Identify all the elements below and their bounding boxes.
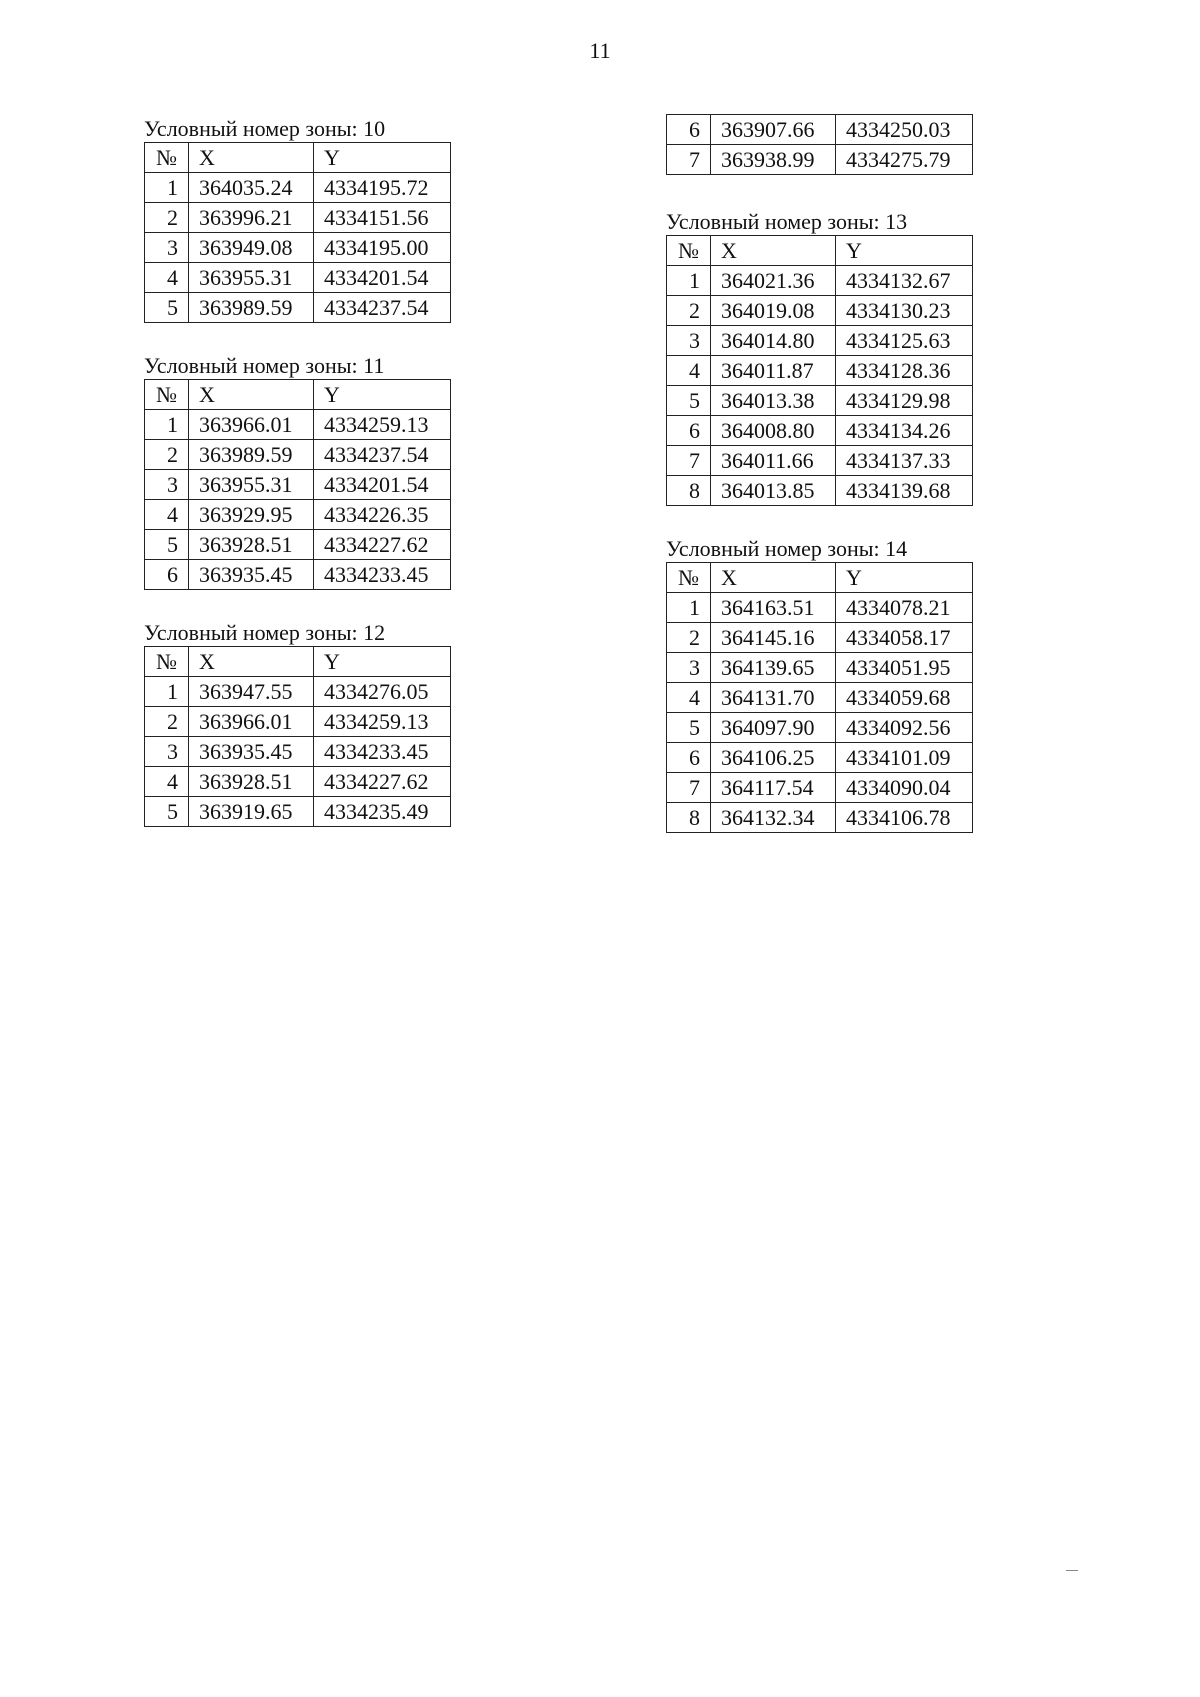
cell-x: 363928.51 (189, 767, 314, 797)
cell-x: 364117.54 (711, 773, 836, 803)
cell-y: 4334235.49 (314, 797, 451, 827)
cell-y: 4334233.45 (314, 737, 451, 767)
cell-x: 363935.45 (189, 737, 314, 767)
cell-y: 4334125.63 (836, 326, 973, 356)
cell-y: 4334259.13 (314, 707, 451, 737)
cell-x: 364131.70 (711, 683, 836, 713)
cell-number: 7 (667, 145, 711, 175)
coordinates-table (144, 379, 451, 590)
col-header-x: X (189, 143, 314, 173)
cell-number: 2 (145, 203, 189, 233)
table-row (145, 707, 451, 737)
cell-x: 363919.65 (189, 797, 314, 827)
cell-number: 3 (667, 653, 711, 683)
cell-x: 363989.59 (189, 293, 314, 323)
cell-y: 4334259.13 (314, 410, 451, 440)
cell-x: 364163.51 (711, 593, 836, 623)
table-row (145, 767, 451, 797)
table-row (667, 773, 973, 803)
table-header-row (145, 647, 451, 677)
cell-number: 1 (667, 266, 711, 296)
table-row (667, 446, 973, 476)
zone-caption: Условный номер зоны: 13 (666, 209, 908, 234)
col-header-x: X (189, 647, 314, 677)
table-row (667, 803, 973, 833)
col-header-y: Y (314, 380, 451, 410)
col-header-y: Y (314, 143, 451, 173)
table-row (145, 293, 451, 323)
cell-x: 364035.24 (189, 173, 314, 203)
cell-number: 4 (667, 683, 711, 713)
table-header-row (667, 563, 973, 593)
cell-y: 4334250.03 (836, 115, 973, 145)
cell-y: 4334059.68 (836, 683, 973, 713)
col-header-x: X (711, 563, 836, 593)
col-header-number: № (145, 143, 189, 173)
table-row (145, 500, 451, 530)
cell-y: 4334151.56 (314, 203, 451, 233)
cell-x: 364008.80 (711, 416, 836, 446)
table-header-row (667, 236, 973, 266)
cell-number: 5 (145, 293, 189, 323)
cell-y: 4334090.04 (836, 773, 973, 803)
cell-number: 1 (145, 173, 189, 203)
zone-10 (144, 116, 464, 323)
cell-y: 4334237.54 (314, 293, 451, 323)
table-row (667, 653, 973, 683)
cell-x: 364132.34 (711, 803, 836, 833)
table-row (667, 386, 973, 416)
col-header-y: Y (836, 236, 973, 266)
cell-x: 364145.16 (711, 623, 836, 653)
cell-number: 7 (667, 773, 711, 803)
cell-number: 2 (145, 440, 189, 470)
col-header-x: X (189, 380, 314, 410)
table-row (667, 593, 973, 623)
cell-x: 364011.66 (711, 446, 836, 476)
cell-y: 4334226.35 (314, 500, 451, 530)
coordinates-table (144, 142, 451, 323)
table-row (667, 296, 973, 326)
page-number: 11 (589, 38, 611, 63)
cell-x: 364106.25 (711, 743, 836, 773)
cell-y: 4334233.45 (314, 560, 451, 590)
cell-x: 364097.90 (711, 713, 836, 743)
zone-12-continued-table (666, 114, 973, 175)
cell-number: 4 (145, 767, 189, 797)
col-header-y: Y (836, 563, 973, 593)
table-row (667, 683, 973, 713)
cell-number: 6 (145, 560, 189, 590)
cell-y: 4334201.54 (314, 263, 451, 293)
table-row (145, 233, 451, 263)
table-row (145, 263, 451, 293)
cell-x: 363935.45 (189, 560, 314, 590)
table-row (667, 266, 973, 296)
table-row (145, 470, 451, 500)
cell-x: 363907.66 (711, 115, 836, 145)
cell-y: 4334078.21 (836, 593, 973, 623)
cell-number: 6 (667, 115, 711, 145)
zone-caption: Условный номер зоны: 12 (144, 620, 386, 645)
cell-number: 5 (145, 530, 189, 560)
cell-y: 4334276.05 (314, 677, 451, 707)
cell-x: 363929.95 (189, 500, 314, 530)
table-header-row (145, 380, 451, 410)
cell-y: 4334201.54 (314, 470, 451, 500)
table-row (145, 173, 451, 203)
cell-number: 3 (667, 326, 711, 356)
cell-y: 4334237.54 (314, 440, 451, 470)
table-row (145, 677, 451, 707)
table-row (667, 145, 973, 175)
cell-x: 363955.31 (189, 263, 314, 293)
col-header-y: Y (314, 647, 451, 677)
cell-x: 363966.01 (189, 707, 314, 737)
cell-x: 363947.55 (189, 677, 314, 707)
cell-number: 8 (667, 803, 711, 833)
cell-number: 6 (667, 416, 711, 446)
cell-y: 4334130.23 (836, 296, 973, 326)
cell-y: 4334129.98 (836, 386, 973, 416)
cell-y: 4334058.17 (836, 623, 973, 653)
table-row (667, 416, 973, 446)
cell-y: 4334128.36 (836, 356, 973, 386)
cell-x: 363949.08 (189, 233, 314, 263)
table-row (145, 797, 451, 827)
cell-number: 1 (145, 410, 189, 440)
cell-x: 364139.65 (711, 653, 836, 683)
cell-x: 363938.99 (711, 145, 836, 175)
table-row (667, 356, 973, 386)
cell-number: 3 (145, 470, 189, 500)
cell-x: 364011.87 (711, 356, 836, 386)
col-header-number: № (145, 647, 189, 677)
cell-x: 363928.51 (189, 530, 314, 560)
cell-number: 5 (667, 386, 711, 416)
cell-number: 2 (667, 623, 711, 653)
cell-number: 3 (145, 233, 189, 263)
zone-caption: Условный номер зоны: 14 (666, 536, 908, 561)
cell-number: 7 (667, 446, 711, 476)
cell-number: 3 (145, 737, 189, 767)
zone-12 (144, 620, 464, 827)
table-row (667, 623, 973, 653)
table-row (667, 476, 973, 506)
cell-number: 4 (145, 500, 189, 530)
cell-y: 4334101.09 (836, 743, 973, 773)
footer-dash-mark (1066, 1570, 1078, 1571)
cell-number: 1 (667, 593, 711, 623)
cell-y: 4334132.67 (836, 266, 973, 296)
right-column (666, 114, 986, 863)
cell-y: 4334106.78 (836, 803, 973, 833)
cell-y: 4334275.79 (836, 145, 973, 175)
cell-y: 4334227.62 (314, 767, 451, 797)
cell-y: 4334195.00 (314, 233, 451, 263)
cell-x: 364013.38 (711, 386, 836, 416)
cell-y: 4334134.26 (836, 416, 973, 446)
cell-y: 4334051.95 (836, 653, 973, 683)
col-header-x: X (711, 236, 836, 266)
cell-x: 363955.31 (189, 470, 314, 500)
table-row (145, 530, 451, 560)
zone-caption: Условный номер зоны: 10 (144, 116, 386, 141)
table-row (145, 737, 451, 767)
cell-x: 364019.08 (711, 296, 836, 326)
cell-x: 363966.01 (189, 410, 314, 440)
cell-number: 1 (145, 677, 189, 707)
cell-y: 4334092.56 (836, 713, 973, 743)
cell-x: 364013.85 (711, 476, 836, 506)
table-row (145, 410, 451, 440)
cell-x: 363996.21 (189, 203, 314, 233)
table-row (667, 326, 973, 356)
coordinates-table (144, 646, 451, 827)
zone-14 (666, 536, 986, 833)
table-row (667, 115, 973, 145)
cell-y: 4334227.62 (314, 530, 451, 560)
zone-13 (666, 209, 986, 506)
cell-x: 364014.80 (711, 326, 836, 356)
cell-number: 4 (145, 263, 189, 293)
table-header-row (145, 143, 451, 173)
col-header-number: № (667, 236, 711, 266)
cell-number: 8 (667, 476, 711, 506)
col-header-number: № (145, 380, 189, 410)
table-row (667, 713, 973, 743)
coordinates-table (666, 235, 973, 506)
table-row (145, 560, 451, 590)
cell-x: 363989.59 (189, 440, 314, 470)
cell-y: 4334139.68 (836, 476, 973, 506)
cell-x: 364021.36 (711, 266, 836, 296)
zone-11 (144, 353, 464, 590)
cell-number: 5 (667, 713, 711, 743)
zone-caption: Условный номер зоны: 11 (144, 353, 385, 378)
table-row (145, 203, 451, 233)
cell-y: 4334137.33 (836, 446, 973, 476)
table-row (145, 440, 451, 470)
cell-y: 4334195.72 (314, 173, 451, 203)
col-header-number: № (667, 563, 711, 593)
left-column (144, 116, 464, 857)
cell-number: 2 (145, 707, 189, 737)
cell-number: 5 (145, 797, 189, 827)
table-row (667, 743, 973, 773)
cell-number: 4 (667, 356, 711, 386)
cell-number: 2 (667, 296, 711, 326)
coordinates-table (666, 562, 973, 833)
cell-number: 6 (667, 743, 711, 773)
